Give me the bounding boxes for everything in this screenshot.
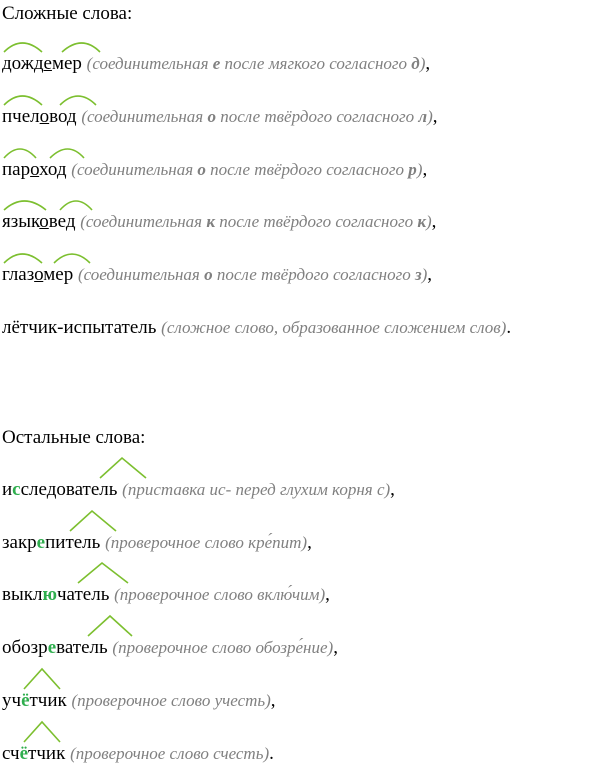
other-note: (проверочное слово вклю́чим)	[114, 585, 326, 604]
word-root-1: дожд	[2, 53, 44, 74]
punctuation: ,	[390, 479, 395, 500]
highlighted-letter: с	[12, 479, 21, 500]
other-word: учётчик	[2, 689, 67, 713]
punctuation: ,	[307, 532, 312, 553]
connecting-vowel: е	[43, 53, 52, 74]
compound-line-5	[2, 263, 432, 287]
punctuation: .	[269, 743, 274, 764]
other-line-1	[2, 478, 395, 502]
other-heading: Остальные слова:	[2, 427, 146, 448]
compound-note: (сложное слово, образованное сложением слов)	[161, 318, 507, 337]
connecting-vowel: о	[34, 264, 44, 285]
word-root-1: язык	[2, 211, 40, 232]
root-arc-icon	[2, 91, 102, 107]
compound-note: (соединительная к после твёрдого согласного к)	[80, 212, 432, 231]
compound-line-2	[2, 105, 438, 129]
highlighted-letter: е	[47, 637, 57, 658]
punctuation: ,	[431, 211, 437, 232]
word-root-2: вод	[49, 106, 77, 127]
word-root-2: мер	[51, 53, 82, 74]
punctuation: ,	[325, 584, 330, 605]
compound-word	[2, 52, 82, 76]
other-word: исследователь	[2, 478, 117, 502]
other-word: обозреватель	[2, 636, 108, 660]
root-arc-icon	[2, 249, 97, 265]
root-arc-icon	[2, 196, 97, 212]
compound-note: (соединительная о после твёрдого согласного л)	[81, 107, 433, 126]
word-root-2: мер	[43, 264, 74, 285]
punctuation: ,	[427, 264, 433, 285]
highlighted-letter: е	[36, 532, 46, 553]
compound-note: (соединительная е после мягкого согласного д)	[86, 54, 426, 73]
punctuation: ,	[422, 159, 428, 180]
punctuation: ,	[425, 53, 431, 74]
other-note: (проверочное слово счесть)	[70, 744, 270, 763]
connecting-vowel: о	[39, 106, 50, 127]
other-word: счётчик	[2, 742, 65, 766]
compound-line-3	[2, 158, 427, 182]
highlighted-letter: ю	[42, 584, 57, 605]
word-root-1: пчел	[2, 106, 40, 127]
other-line-5	[2, 689, 276, 713]
compound-line-6	[2, 316, 511, 340]
punctuation: ,	[432, 106, 438, 127]
root-arc-icon	[2, 38, 102, 54]
other-line-2	[2, 531, 312, 555]
compound-heading: Сложные слова:	[2, 3, 133, 24]
compound-word: лётчик-испытатель	[2, 317, 157, 338]
root-arc-icon	[22, 720, 64, 744]
other-line-3	[2, 583, 330, 607]
root-arc-icon	[22, 667, 64, 691]
other-note: (проверочное слово учесть)	[71, 691, 271, 710]
connecting-vowel: о	[39, 211, 49, 232]
compound-line-4	[2, 210, 436, 234]
compound-word	[2, 105, 77, 129]
connecting-vowel: о	[30, 159, 40, 180]
compound-word	[2, 158, 67, 182]
other-word: выключатель	[2, 583, 109, 607]
highlighted-letter: ё	[19, 743, 29, 764]
other-note: (проверочное слово обозре́ние)	[112, 638, 334, 657]
highlighted-letter: ё	[21, 690, 30, 711]
word-root-2: ход	[39, 159, 67, 180]
other-line-4	[2, 636, 338, 660]
root-arc-icon	[86, 614, 136, 638]
root-arc-icon	[68, 509, 120, 533]
compound-line-1	[2, 52, 430, 76]
punctuation: .	[506, 317, 512, 338]
compound-word	[2, 263, 73, 287]
root-arc-icon	[98, 456, 150, 480]
compound-note: (соединительная о после твёрдого согласного з)	[78, 265, 428, 284]
compound-word	[2, 210, 76, 234]
other-line-6	[2, 742, 274, 766]
word-root-1: пар	[2, 159, 31, 180]
punctuation: ,	[333, 637, 338, 658]
root-arc-icon	[2, 144, 92, 160]
punctuation: ,	[270, 690, 276, 711]
other-note: (проверочное слово кре́пит)	[105, 533, 308, 552]
compound-note: (соединительная о после твёрдого согласного р)	[71, 160, 423, 179]
root-arc-icon	[76, 561, 132, 585]
other-note: (приставка ис- перед глухим корня с)	[122, 480, 391, 499]
word-root-2: вед	[48, 211, 76, 232]
word-root-1: глаз	[2, 264, 35, 285]
other-word: закрепитель	[2, 531, 100, 555]
